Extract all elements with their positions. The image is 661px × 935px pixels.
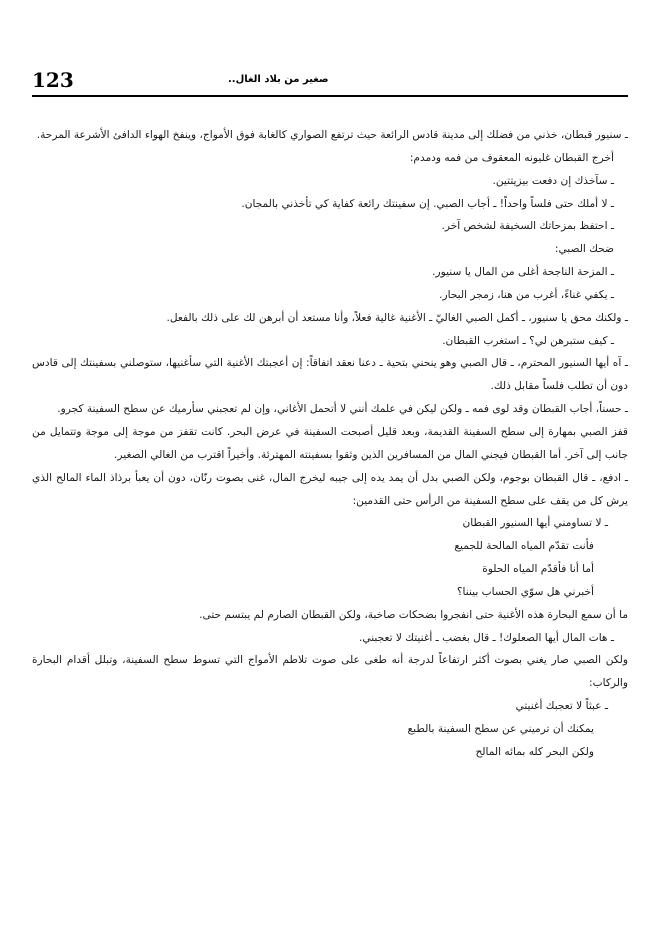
verse-line: أخبرني هل سوّي الحساب بيننا؟ [456,585,594,598]
paragraph: ـ هات المال أيها الصعلوك! ـ قال بغضب ـ أغنيتك لا تعجبني. [359,631,614,644]
running-title: صغير من بلاد الغال.. [228,74,329,85]
paragraph: ولكن الصبي صار يغني بصوت أكثر ارتفاعاً لدرجة أنه طغى على صوت تلاطم الأمواج التي تسوط سطح السفينة، وتبلل أقدام البحارة والركاب: [32,654,628,690]
verse-line: أما أنا فأقدّم المياه الحلوة [482,563,594,576]
paragraph: ـ سآخذك إن دفعت بيزيتتين. [492,174,614,187]
paragraph: ـ سنيور قبطان، خذني من فضلك إلى مدينة قادس الرائعة حيث ترتفع الصواري كالغابة فوق الأمواج، وينفخ الهواء الدافئ الأشرعة المرحة. [36,129,628,141]
page-number: 123 [32,68,74,92]
paragraph: ـ حسناً، أجاب القبطان وقد لوى فمه ـ ولكن ليكن في علمك أنني لا أتحمل الأغاني، وإن لم تعجبني سأرميك عن سطح السفينة كجرو. [57,403,628,416]
paragraph: ضحك الصبي: [554,243,614,256]
verse-line: ولكن البحر كله بمائه المالح [475,745,594,758]
verse-line: ـ لا تساومني أيها السنيور القبطان [462,517,608,530]
paragraph: ـ آه أيها السنيور المحترم، ـ قال الصبي وهو ينحني بتحية ـ دعنا نعقد اتفاقاً: إن أعجبتك الأغنية التي سأغنيها، ستوصلني بسفينتك إلى قادس دون أن تطلب فلساً مقابل ذلك. [32,357,628,393]
paragraph: ـ ولكنك محق يا سنيور، ـ أكمل الصبي الغاليّ ـ الأغنية غالية فعلاً، وأنا مستعد أن أبرهن لك على ذلك بالفعل. [166,311,628,324]
header-rule [32,95,628,97]
paragraph: قفز الصبي بمهارة إلى سطح السفينة القديمة، وبعد قليل أصبحت السفينة في عرض البحر. كانت تقفز من موجة إلى موجة وتتمايل من جانب إلى آخر. أما القبطان فيجني المال من المسافرين الذين وثقوا بسفينته المهترئة. وأخيراً اقترب من الغالي الصغير. [32,425,628,461]
paragraph: ـ المزحة الناجحة أغلى من المال يا سنيور. [432,266,614,279]
paragraph: ـ لا أملك حتى فلساً واحداً! ـ أجاب الصبي. إن سفينتك رائعة كفاية كي تأخذني بالمجان. [241,197,614,210]
body-text [32,124,628,764]
paragraph: ـ ادفع، ـ قال القبطان بوجوم، ولكن الصبي بدل أن يمد يده إلى جيبه ليخرج المال، غنى بصوت رنّان، دون أن يعبأ برذاذ الماء المالح الذي يرش كل من يقف على سطح السفينة من الرأس حتى القدمين: [32,471,628,507]
verse-line: يمكنك أن ترميني عن سطح السفينة بالطبع [407,722,594,735]
paragraph: ـ كيف ستبرهن لي؟ ـ استغرب القبطان. [442,334,614,347]
paragraph: ـ يكفي غناءً، أغرب من هنا، زمجر البحار. [439,288,614,301]
verse-line: ـ عبثاً لا تعجبك أغنيتي [515,700,608,713]
verse-line: فأنت تقدّم المياه المالحة للجميع [454,540,594,553]
paragraph: ـ احتفظ بمزحاتك السخيفة لشخص آخر. [441,220,614,233]
paragraph: أخرج القبطان غليونه المعقوف من فمه ودمدم: [409,151,614,164]
paragraph: ما أن سمع البحارة هذه الأغنية حتى انفجروا بضحكات صاخبة، ولكن القبطان الصارم لم يبتسم حتى. [199,608,628,621]
